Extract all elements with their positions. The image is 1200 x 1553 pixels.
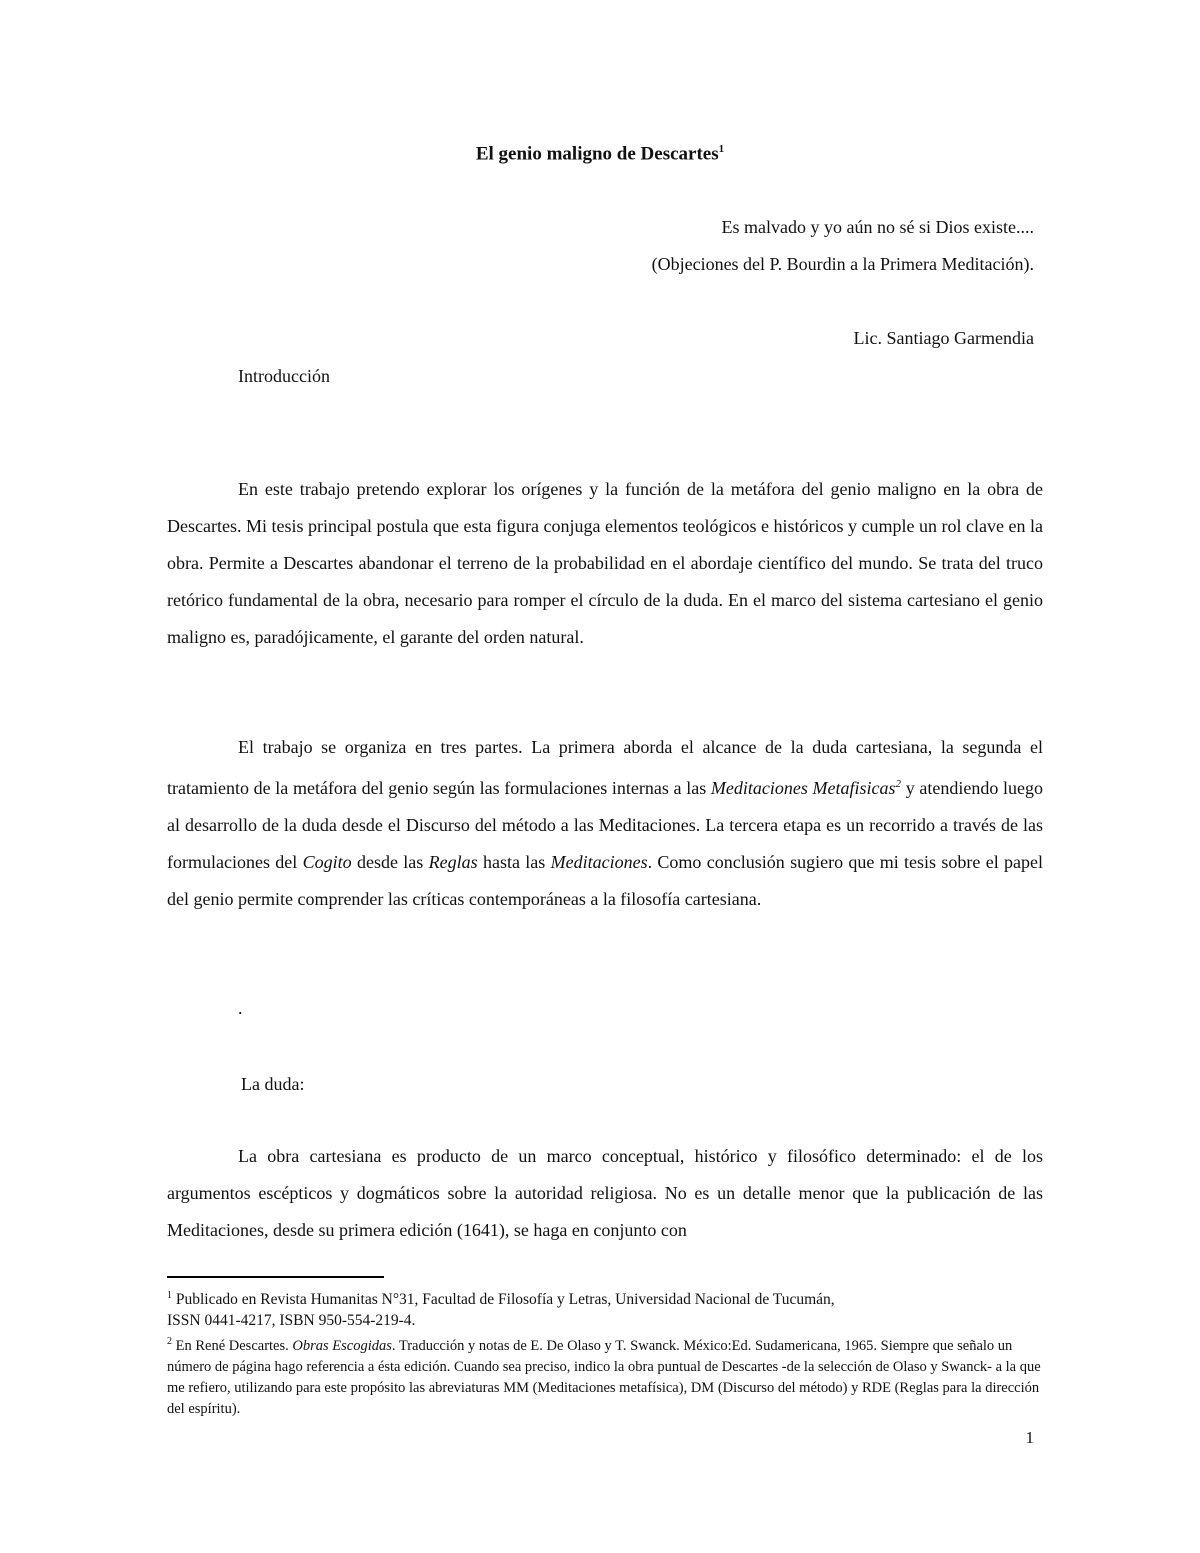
work-title-meditaciones-2: Meditaciones	[550, 852, 648, 872]
footnote-separator	[167, 1276, 384, 1278]
epigraph-source: (Objeciones del P. Bourdin a la Primera Meditación).	[651, 254, 1034, 274]
intro-paragraph	[167, 471, 1043, 656]
stray-dot: .	[238, 998, 243, 1018]
epigraph-quote: Es malvado y yo aún no sé si Dios existe....	[721, 217, 1034, 237]
work-title-reglas: Reglas	[428, 852, 478, 872]
author-name: Lic. Santiago Garmendia	[853, 328, 1034, 348]
footnote-1: $^1$ Publicado en Revista Humanitas N°31, Facultad de Filosofía y Letras, Universidad Nacional de Tucumán, ISSN 0441-4217, ISBN 950-554-219-4.	[167, 1290, 835, 1330]
footnote-2: $^2$ En René Descartes. Obras Escogidas. Traducción y notas de E. De Olaso y T. Swanck. México:Ed. Sudamericana, 1965. Siempre que señalo un número de página hago referencia a ésta edición. Cuando sea preciso, indico la obra puntual de Descartes -de la selección de Olaso y Swanck- a la que me refiero, utilizando para este propósito las abreviaturas MM (Meditaciones metafísica), DM (Discurso del método) y RDE (Reglas para la dirección del espíritu).	[167, 1336, 1041, 1417]
section-heading-introduccion: Introducción	[238, 366, 330, 386]
footnote-number: 1	[167, 1290, 172, 1301]
footnote-number: 2	[167, 1336, 172, 1347]
structure-paragraph	[167, 729, 1043, 918]
paragraph-text: El trabajo se organiza en tres partes. La primera aborda el alcance de la duda cartesiana, la segunda el tratamiento de la metáfora del genio según las formulaciones internas a las Meditaciones Metafisicas$^2$ y atendiendo luego al desarrollo de la duda desde el Discurso del método a las Meditaciones. La tercera etapa es un recorrido a través de las formulaciones del Cogito desde las Reglas hasta las Meditaciones. Como conclusión sugiero que mi tesis sobre el papel del genio permite comprender las críticas contemporáneas a la filosofía cartesiana.	[167, 737, 1044, 909]
title-text: El genio maligno de Descartes	[475, 143, 719, 165]
term-cogito: Cogito	[302, 852, 352, 872]
duda-paragraph	[167, 1138, 1043, 1249]
title-footnote-ref: 1	[718, 143, 725, 155]
footnote-ref-2: 2	[895, 778, 902, 790]
work-title-meditaciones: Meditaciones Metafisicas	[710, 778, 896, 798]
page-number: 1	[1025, 1428, 1034, 1447]
paragraph-text: En este trabajo pretendo explorar los orígenes y la función de la metáfora del genio maligno en la obra de Descartes. Mi tesis principal postula que esta figura conjuga elementos teológicos e históricos y cumple un rol clave en la obra. Permite a Descartes abandonar el terreno de la probabilidad en el abordaje científico del mundo. Se trata del truco retórico fundamental de la obra, necesario para romper el círculo de la duda. En el marco del sistema cartesiano el genio maligno es, paradójicamente, el garante del orden natural.	[167, 479, 1043, 647]
paragraph-text: La obra cartesiana es producto de un marco conceptual, histórico y filosófico determinado: el de los argumentos escépticos y dogmáticos sobre la autoridad religiosa. No es un detalle menor que la publicación de las Meditaciones, desde su primera edición (1641), se haga en conjunto con	[167, 1146, 1043, 1240]
work-title-obras-escogidas: Obras Escogidas	[292, 1337, 392, 1354]
section-heading-la-duda: La duda:	[241, 1074, 305, 1094]
document-title	[0, 143, 1200, 165]
